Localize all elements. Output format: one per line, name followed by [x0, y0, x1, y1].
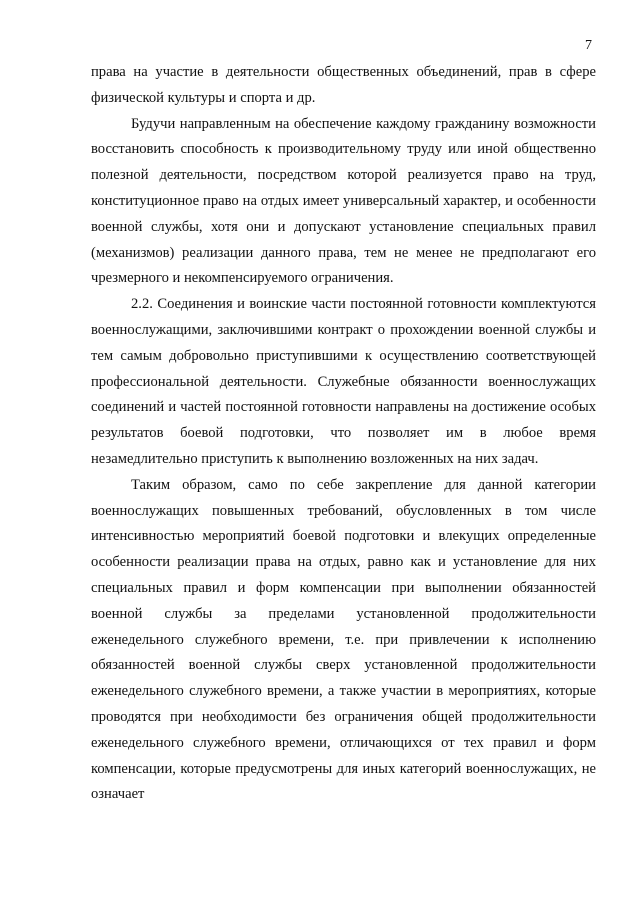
page-number: 7	[585, 38, 592, 53]
paragraph: Таким образом, само по себе закрепление для данной категории военнослужащих повышенных требований, обусловленных в том числе интенсивностью мероприятий боевой подготовки и влекущих определенные особенности реализации права на отдых, равно как и установление для них специальных правил и форм компенсации при выполнении обязанностей военной службы за пределами установленной продолжительности еженедельного служебного времени, т.е. при привлечении к исполнению обязанностей военной службы сверх установленной продолжительности еженедельного служебного времени, а также участии в мероприятиях, которые проводятся при необходимости без ограничения общей продолжительности еженедельного служебного времени, отличающихся от тех правил и форм компенсации, которые предусмотрены для иных категорий военнослужащих, не означает	[91, 476, 596, 803]
page-body	[91, 60, 596, 808]
paragraph: Будучи направленным на обеспечение каждому гражданину возможности восстановить способность к производительному труду или иной общественно полезной деятельности, посредством которой реализуется право на труд, конституционное право на отдых имеет универсальный характер, и особенности военной службы, хотя они и допускают установление специальных правил (механизмов) реализации данного права, тем не менее не предполагают его чрезмерного и некомпенсируемого ограничения.	[91, 115, 596, 287]
paragraph: права на участие в деятельности общественных объединений, прав в сфере физической культуры и спорта и др.	[91, 64, 596, 106]
paragraph: 2.2. Соединения и воинские части постоянной готовности комплектуются военнослужащими, заключившими контракт о прохождении военной службы и тем самым добровольно приступившими к осуществлению соответствующей профессиональной деятельности. Служебные обязанности военнослужащих соединений и частей постоянной готовности направлены на достижение особых результатов боевой подготовки, что позволяет им в любое время незамедлительно приступить к выполнению возложенных на них задач.	[91, 296, 596, 467]
